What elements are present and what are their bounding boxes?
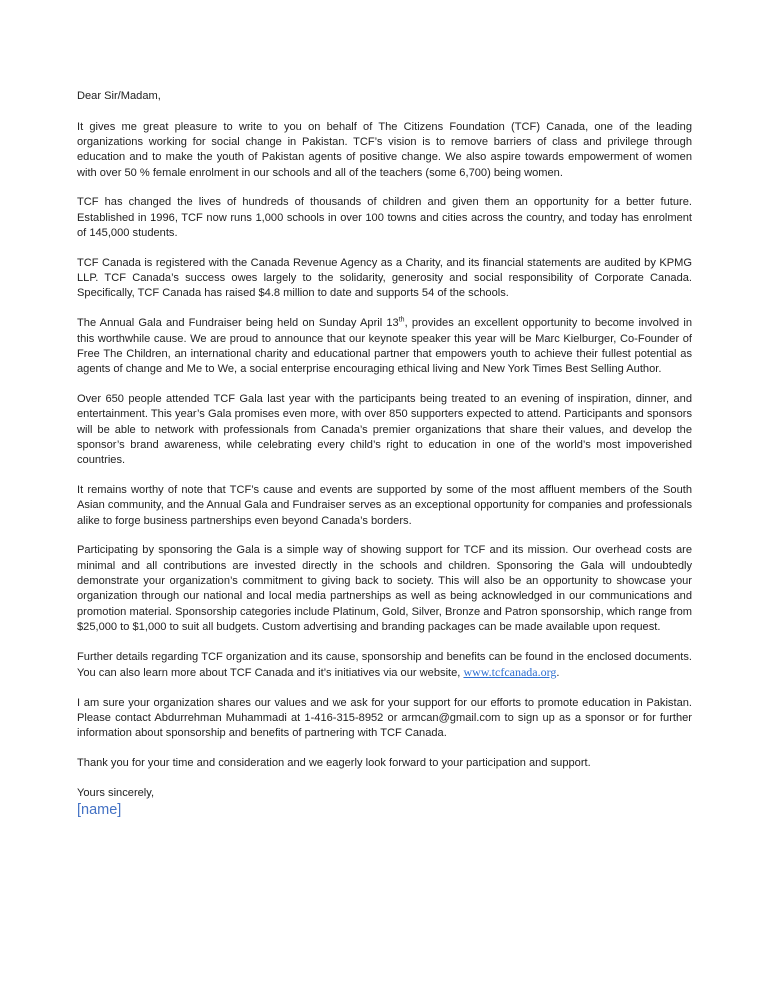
signature-placeholder: [name] — [77, 802, 122, 819]
letter-body — [77, 89, 692, 819]
paragraph-impact: TCF has changed the lives of hundreds of thousands of children and given them an opportunity for a better future. Established in 1996, TCF now runs 1,000 schools in over 100 towns and cities across the country, and today has enrolment of 145,000 students. — [77, 196, 692, 240]
paragraph-community: It remains worthy of note that TCF’s cause and events are supported by some of the most affluent members of the South Asian community, and the Annual Gala and Fundraiser serves as an exceptional opportunity for companies and professionals alike to forge business partnerships even beyond Canada’s borders. — [77, 483, 692, 527]
paragraph-attendance: Over 650 people attended TCF Gala last year with the participants being treated to an evening of inspiration, dinner, and entertainment. This year’s Gala promises even more, with over 850 supporters expected to attend. Participants and sponsors will be able to network with professionals from Canada’s premier organizations that share their values, and develop the sponsor’s brand awareness, while celebrating every child’s right to education in one of the world’s most impoverished countries. — [77, 392, 692, 467]
paragraph-introduction: It gives me great pleasure to write to you on behalf of The Citizens Foundation (TCF) Canada, one of the leading organizations working for social change in Pakistan. TCF’s vision is to remove barriers of class and privilege through education and to make the youth of Pakistan agents of positive change. We also aspire towards empowerment of women with over 50 % female enrolment in our schools and all of the teachers (some 6,700) being women. — [77, 120, 692, 179]
date-ordinal-suffix: th — [398, 316, 405, 324]
closing: Yours sincerely, — [77, 786, 155, 799]
gala-text-start: The Annual Gala and Fundraiser being held on Sunday April 13 — [77, 317, 399, 330]
website-link[interactable]: www.tcfcanada.org — [463, 664, 557, 679]
paragraph-gala-announcement — [77, 316, 692, 377]
details-period: . — [556, 666, 560, 679]
paragraph-contact: I am sure your organization shares our values and we ask for your support for our efforts to promote education in Pakistan. Please contact Abdurrehman Muhammadi at 1-416-315-8952 or armcan@gmail.com to sign up as a sponsor or for further information about sponsorship and benefits of partnering with TCF Canada. — [77, 696, 692, 740]
details-text: Further details regarding TCF organization and its cause, sponsorship and benefits can be found in the enclosed documents. You can also learn more about TCF Canada and it’s initiatives via our website, — [77, 650, 692, 679]
paragraph-thanks: Thank you for your time and consideration and we eagerly look forward to your participation and support. — [77, 757, 591, 770]
salutation: Dear Sir/Madam, — [77, 90, 161, 102]
paragraph-sponsorship: Participating by sponsoring the Gala is a simple way of showing support for TCF and its mission. Our overhead costs are minimal and all contributions are invested directly in the schools and children. Sponsoring the Gala will undoubtedly demonstrate your organization’s commitment to giving back to society. This will also be an opportunity to showcase your organization through our national and local media partnerships as well as being acknowledged in our communications and promotion material. Sponsorship categories include Platinum, Gold, Silver, Bronze and Patron sponsorship, which range from $25,000 to $1,000 to suit all budgets. Custom advertising and branding packages can be made available upon request. — [77, 544, 692, 633]
gala-text-end: , provides an excellent opportunity to become involved in this worthwhile cause. We are proud to announce that our keynote speaker this year will be Marc Kielburger, Co-Founder of Free The Children, an international charity and educational partner that empowers youth to achieve their fullest potential as agents of change and Me to We, a social enterprise encouraging ethical living and New York Times Best Selling Author. — [77, 317, 692, 376]
paragraph-further-details — [77, 650, 692, 682]
paragraph-registration: TCF Canada is registered with the Canada Revenue Agency as a Charity, and its financial statements are audited by KPMG LLP. TCF Canada’s success owes largely to the solidarity, generosity and social responsibility of Corporate Canada. Specifically, TCF Canada has raised $4.8 million to date and supports 54 of the schools. — [77, 256, 692, 300]
